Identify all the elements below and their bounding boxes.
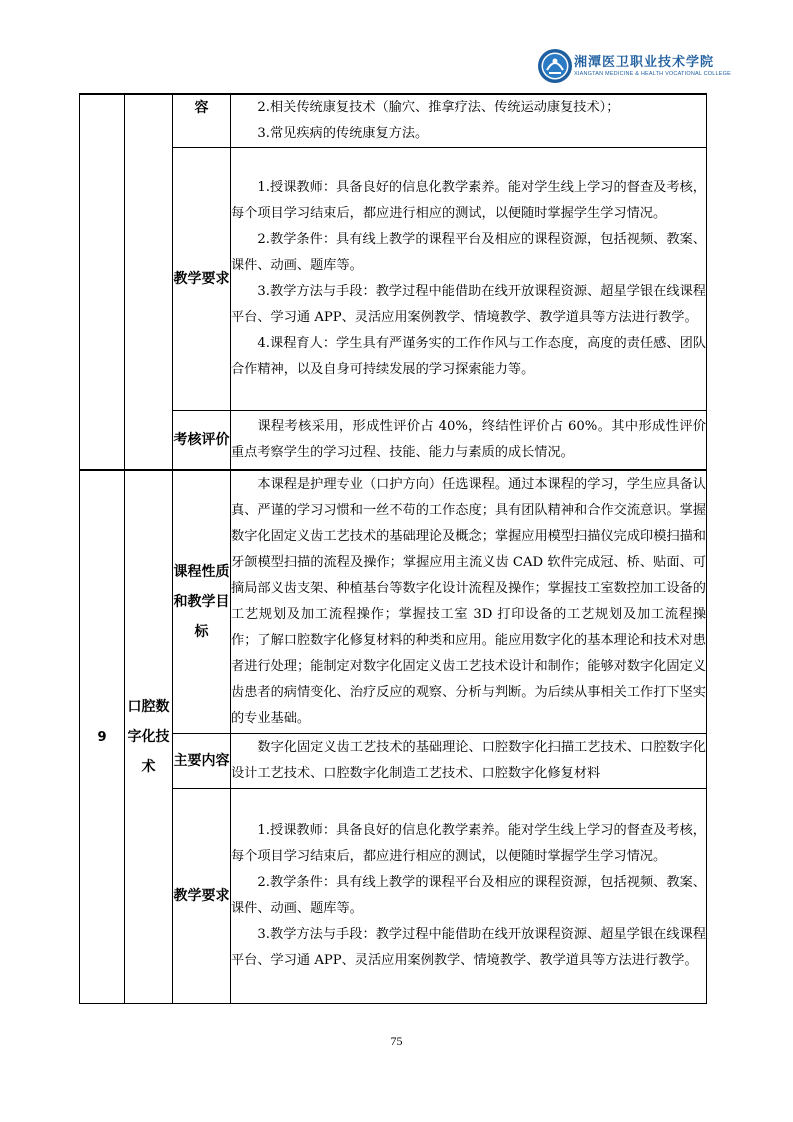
- table-row: [80, 411, 707, 471]
- content-line: 2.相关传统康复技术（腧穴、推拿疗法、传统运动康复技术）；: [257, 100, 620, 115]
- requirement-item: 1.授课教师：具备良好的信息化教学素养。能对学生线上学习的督查及考核，每个项目学习结束后，都应进行相应的测试，以便随时掌握学生学习情况。: [231, 823, 706, 864]
- content-line: 3.常见疾病的传统康复方法。: [257, 126, 429, 141]
- main-content-text: 数字化固定义齿工艺技术的基础理论、口腔数字化扫描工艺技术、口腔数字化设计工艺技术、口腔数字化制造工艺技术、口腔数字化修复材料: [231, 740, 706, 781]
- assessment-label: 考核评价: [173, 411, 231, 471]
- main-content-label: 主要内容: [173, 734, 231, 789]
- requirement-item: 2.教学条件：具有线上教学的课程平台及相应的课程资源，包括视频、教案、课件、动画、题库等。: [231, 232, 706, 273]
- nature-cell: [231, 470, 707, 734]
- prev-course-number-cell: [80, 94, 125, 470]
- college-name: [574, 51, 732, 77]
- nature-label: 课程性质和教学目标: [173, 470, 231, 734]
- course-name: 口腔数字化技术: [125, 470, 173, 1004]
- table-row: [80, 94, 707, 148]
- requirement-item: 3.教学方法与手段：教学过程中能借助在线开放课程资源、超星学银在线课程平台、学习通 APP、灵活应用案例教学、情境教学、教学道具等方法进行教学。: [231, 284, 706, 325]
- college-name-en: XIANGTAN MEDICINE & HEALTH VOCATIONAL COLLEGE: [574, 71, 732, 77]
- table-row: [80, 148, 707, 411]
- content-label: 容: [173, 94, 231, 148]
- curriculum-table: [79, 93, 707, 1004]
- table-row: [80, 789, 707, 1004]
- college-name-cn: 湘潭医卫职业技术学院: [574, 55, 715, 70]
- assessment-text: 课程考核采用，形成性评价占 40%，终结性评价占 60%。其中形成性评价重点考察学生的学习过程、技能、能力与素质的成长情况。: [231, 419, 706, 460]
- prev-course-name-cell: [125, 94, 173, 470]
- prev-requirements-cell: [231, 148, 707, 411]
- course-number: 9: [80, 470, 125, 1004]
- requirements-label: 教学要求: [173, 789, 231, 1004]
- requirements-label: 教学要求: [173, 148, 231, 411]
- prev-assessment-cell: [231, 411, 707, 471]
- prev-content-cell: [231, 94, 707, 148]
- table-row: [80, 734, 707, 789]
- requirement-item: 2.教学条件：具有线上教学的课程平台及相应的课程资源，包括视频、教案、课件、动画、题库等。: [231, 875, 706, 916]
- requirement-item: 1.授课教师：具备良好的信息化教学素养。能对学生线上学习的督查及考核，每个项目学习结束后，都应进行相应的测试，以便随时掌握学生学习情况。: [231, 180, 706, 221]
- table-row: [80, 470, 707, 734]
- requirements-cell: [231, 789, 707, 1004]
- page-number: 75: [390, 1034, 403, 1048]
- requirement-item: 4.课程育人：学生具有严谨务实的工作作风与工作态度，高度的责任感、团队合作精神，以及自身可持续发展的学习探索能力等。: [231, 336, 706, 377]
- requirement-item: 3.教学方法与手段：教学过程中能借助在线开放课程资源、超星学银在线课程平台、学习通 APP、灵活应用案例教学、情境教学、教学道具等方法进行教学。: [231, 927, 706, 968]
- nature-text: 本课程是护理专业（口护方向）任选课程。通过本课程的学习，学生应具备认真、严谨的学习习惯和一丝不苟的工作态度；具有团队精神和合作交流意识。掌握数字化固定义齿工艺技术的基础理论及概念；掌握应用模型扫描仪完成印模扫描和牙颌模型扫描的流程及操作；掌握应用主流义齿 CAD 软件完成冠、桥、贴面、可摘局部义齿支架、种植基台等数字化设计流程及操作；掌握技工室数控加工设备的工艺规划及加工流程操作；掌握技工室 3D 打印设备的工艺规划及加工流程操作；了解口腔数字化修复材料的种类和应用。能应用数字化的基本理论和技术对患者进行处理；能制定对数字化固定义齿工艺技术设计和制作；能够对数字化固定义齿患者的病情变化、治疗反应的观察、分析与判断。为后续从事相关工作打下坚实的专业基础。: [231, 477, 706, 726]
- main-content-cell: [231, 734, 707, 789]
